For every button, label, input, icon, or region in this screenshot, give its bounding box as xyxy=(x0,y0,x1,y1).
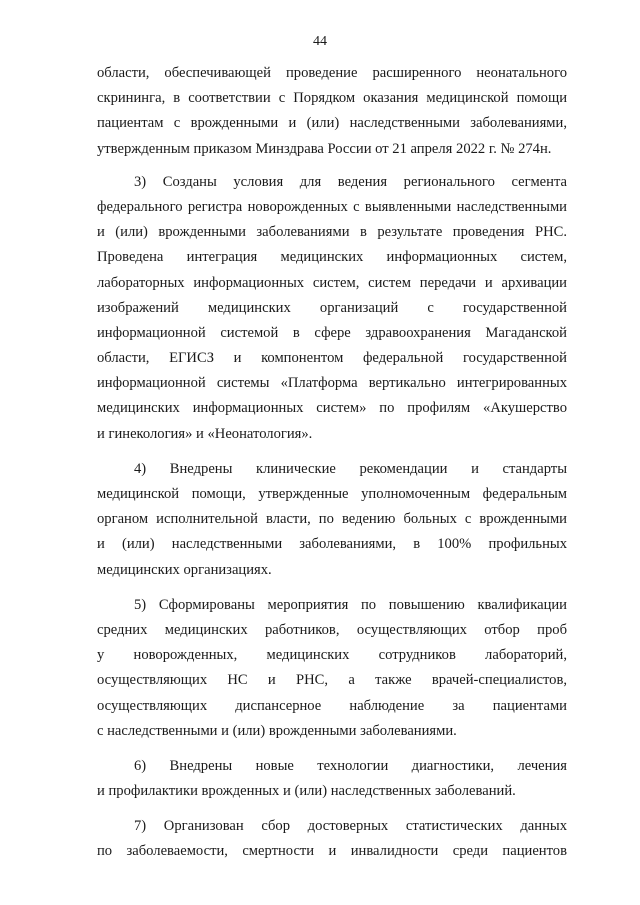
text-line: и (или) врожденными заболеваниями в результате проведения РНС. xyxy=(97,224,567,241)
text-line: 4) Внедрены клинические рекомендации и стандарты xyxy=(134,460,567,477)
text-line: осуществляющих НС и РНС, а также врачей-специалистов, xyxy=(97,672,567,689)
page-number: 44 xyxy=(313,34,327,49)
text-line: пациентам с врожденными и (или) наследственными заболеваниями, xyxy=(97,115,567,132)
paragraph-item-6 xyxy=(97,754,567,804)
text-line: и (или) наследственными заболеваниями, в 100% профильных xyxy=(97,536,567,553)
text-line: по заболеваемости, смертности и инвалидности среди пациентов xyxy=(97,843,567,860)
text-line: изображений медицинских организаций с государственной xyxy=(97,299,567,316)
paragraph-item-5 xyxy=(97,593,567,744)
text-line: утвержденным приказом Минздрава России от 21 апреля 2022 г. № 274н. xyxy=(97,140,552,157)
text-line: 6) Внедрены новые технологии диагностики, лечения xyxy=(134,757,567,774)
text-line: 3) Созданы условия для ведения регионального сегмента xyxy=(134,173,567,190)
text-line: Проведена интеграция медицинских информационных систем, xyxy=(97,249,567,266)
body-text xyxy=(97,61,567,875)
text-line: осуществляющих диспансерное наблюдение за пациентами xyxy=(97,697,567,714)
text-line: 7) Организован сбор достоверных статистических данных xyxy=(134,818,567,835)
text-line: скрининга, в соответствии с Порядком оказания медицинской помощи xyxy=(97,90,567,107)
text-line: и гинекология» и «Неонатология». xyxy=(97,425,313,442)
text-line: лабораторных информационных систем, систем передачи и архивации xyxy=(97,274,567,291)
text-line: и профилактики врожденных и (или) наследственных заболеваний. xyxy=(97,783,516,800)
paragraph-item-7 xyxy=(97,814,567,864)
paragraph-item-4 xyxy=(97,457,567,583)
paragraph-item-3 xyxy=(97,170,567,447)
text-line: у новорожденных, медицинских сотрудников лабораторий, xyxy=(97,647,567,664)
text-line: области, ЕГИСЗ и компонентом федеральной государственной xyxy=(97,350,567,367)
text-line: информационной системой в сфере здравоохранения Магаданской xyxy=(97,324,567,341)
text-line: медицинских организациях. xyxy=(97,561,272,578)
text-line: области, обеспечивающей проведение расширенного неонатального xyxy=(97,65,567,81)
text-line: средних медицинских работников, осуществляющих отбор проб xyxy=(97,621,567,638)
text-line: информационной системы «Платформа вертикально интегрированных xyxy=(97,375,567,392)
text-line: 5) Сформированы мероприятия по повышению квалификации xyxy=(134,596,567,613)
text-line: медицинских информационных систем» по профилям «Акушерство xyxy=(97,400,567,417)
text-line: медицинской помощи, утвержденные уполномоченным федеральным xyxy=(97,486,567,502)
text-line: федерального регистра новорожденных с выявленными наследственными xyxy=(97,198,567,215)
paragraph-continuation xyxy=(97,61,567,162)
text-line: органом исполнительной власти, по ведению больных с врожденными xyxy=(97,511,567,528)
text-line: с наследственными и (или) врожденными заболеваниями. xyxy=(97,722,457,739)
